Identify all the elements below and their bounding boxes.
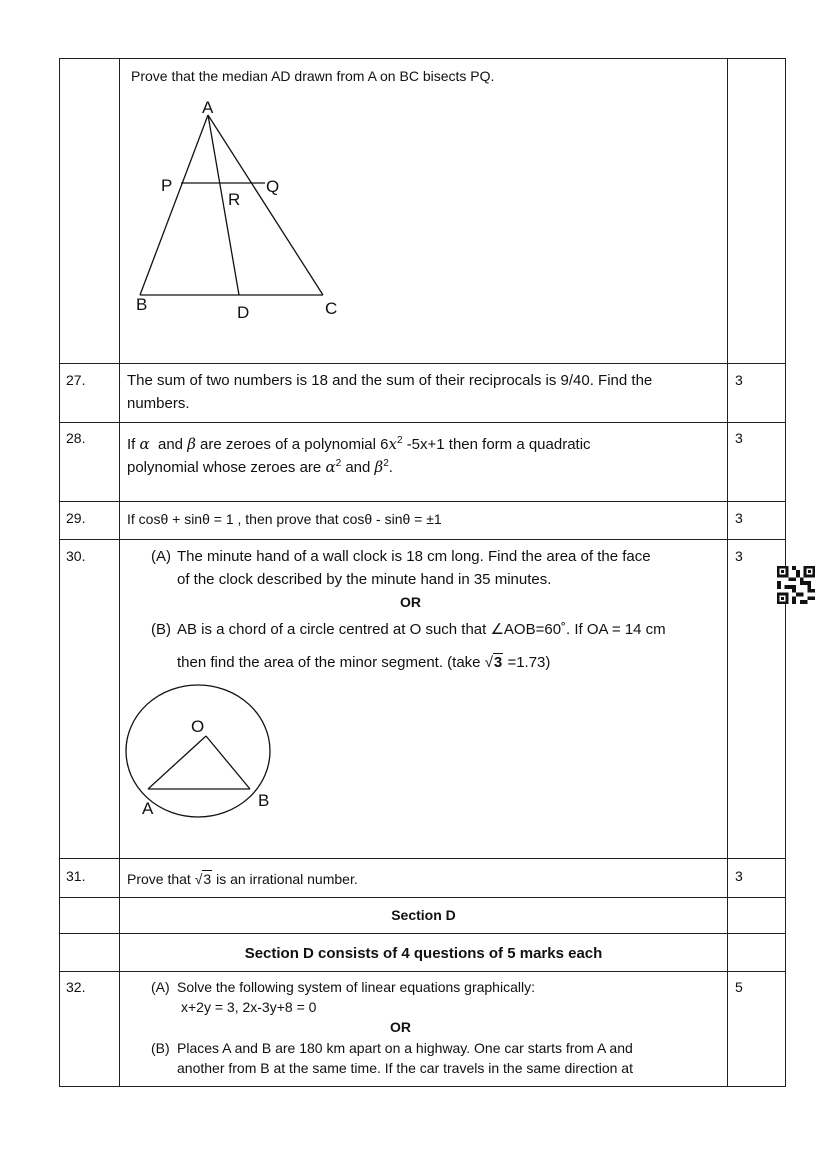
or-separator: OR [400, 594, 421, 610]
q28-if: If [127, 436, 136, 453]
marks: 3 [735, 372, 743, 388]
q31-pre: Prove that [127, 871, 191, 887]
label-d: D [237, 303, 250, 322]
label-p: P [161, 176, 173, 195]
marks: 3 [735, 430, 743, 446]
marks: 3 [735, 868, 743, 884]
row-divider [59, 897, 786, 898]
row-divider [59, 422, 786, 423]
table-column-divider-number [119, 58, 120, 1086]
table-top-border [59, 58, 786, 59]
question-number: 30. [66, 548, 86, 564]
label-b: B [258, 791, 270, 810]
q28-line2-pre: polynomial whose zeroes are [127, 459, 322, 476]
label-q: Q [266, 177, 280, 196]
q27-line2: numbers. [127, 395, 190, 412]
table-column-divider-marks [727, 58, 728, 1086]
q32-a-line1: Solve the following system of linear equations graphically: [177, 979, 535, 995]
row-divider [59, 971, 786, 972]
q28-period: . [388, 459, 393, 476]
marks: 3 [735, 510, 743, 526]
q30-b-line1: AB is a chord of a circle centred at O such that ∠AOB=60˚. If OA = 14 cm [177, 621, 666, 638]
q28-line2 [127, 452, 393, 479]
qr-code-icon [776, 566, 816, 604]
q31-post: is an irrational number. [216, 871, 358, 887]
marks: 5 [735, 979, 743, 995]
beta-symbol: β [374, 458, 384, 476]
q27-line1: The sum of two numbers is 18 and the sum of their reciprocals is 9/40. Find the [127, 372, 653, 389]
q30-b-label: (B) [151, 621, 171, 638]
q32-a-label: (A) [151, 979, 170, 995]
circle-figure [122, 678, 282, 823]
q30-a-label: (A) [151, 548, 171, 565]
row-divider [59, 501, 786, 502]
q28-zeroes-text: are zeroes of a polynomial 6 [200, 436, 389, 453]
label-o: O [191, 717, 205, 736]
q30-b-line2 [177, 651, 550, 674]
section-title: Section D [391, 907, 456, 923]
q31-text [127, 868, 358, 891]
exponent: 2 [383, 458, 389, 469]
question-number: 32. [66, 979, 86, 995]
row-divider [59, 933, 786, 934]
variable-x: x [388, 435, 397, 453]
question-number: 27. [66, 372, 86, 388]
radicand: 3 [203, 871, 212, 887]
row-divider [59, 363, 786, 364]
q32-b-line1: Places A and B are 180 km apart on a highway. One car starts from A and [177, 1040, 633, 1056]
question-number: 29. [66, 510, 86, 526]
or-separator: OR [390, 1019, 411, 1035]
question-number: 31. [66, 868, 86, 884]
row-divider [59, 858, 786, 859]
q30-a-line2: of the clock described by the minute hand in 35 minutes. [177, 571, 552, 588]
row-divider [59, 539, 786, 540]
q29-text: If cosθ + sinθ = 1 , then prove that cosθ - sinθ = ±1 [127, 511, 442, 527]
alpha-symbol: α [139, 435, 150, 453]
q28-poly-rest: -5x+1 then form a quadratic [406, 436, 591, 453]
section-subtitle: Section D consists of 4 questions of 5 marks each [244, 945, 603, 962]
q30-b-line2-pre: then find the area of the minor segment. (take [177, 654, 481, 671]
q28-line2-and: and [345, 459, 371, 476]
table-left-border [59, 58, 60, 1086]
sqrt-expression: √3 [484, 654, 503, 671]
alpha-symbol: α [325, 458, 336, 476]
exponent: 2 [396, 435, 403, 446]
label-a: A [202, 98, 214, 117]
sqrt-expression: √3 [194, 871, 212, 887]
q32-a-line2: x+2y = 3, 2x-3y+8 = 0 [181, 999, 317, 1015]
q28-and: and [158, 436, 184, 453]
exponent: 2 [335, 458, 342, 469]
label-r: R [228, 190, 241, 209]
marks: 3 [735, 548, 743, 564]
q26-statement: Prove that the median AD drawn from A on BC bisects PQ. [131, 68, 495, 84]
q32-b-line2: another from B at the same time. If the car travels in the same direction at [177, 1060, 633, 1076]
label-a: A [142, 799, 154, 818]
q30-a-line1: The minute hand of a wall clock is 18 cm long. Find the area of the face [177, 548, 651, 565]
question-number: 28. [66, 430, 86, 446]
q30-b-line2-post: =1.73) [507, 654, 551, 671]
q32-b-label: (B) [151, 1040, 170, 1056]
label-c: C [325, 299, 338, 318]
beta-symbol: β [187, 435, 196, 453]
label-b: B [136, 295, 148, 314]
table-bottom-border [59, 1086, 786, 1087]
radicand: 3 [493, 654, 503, 671]
triangle-figure [128, 95, 358, 330]
